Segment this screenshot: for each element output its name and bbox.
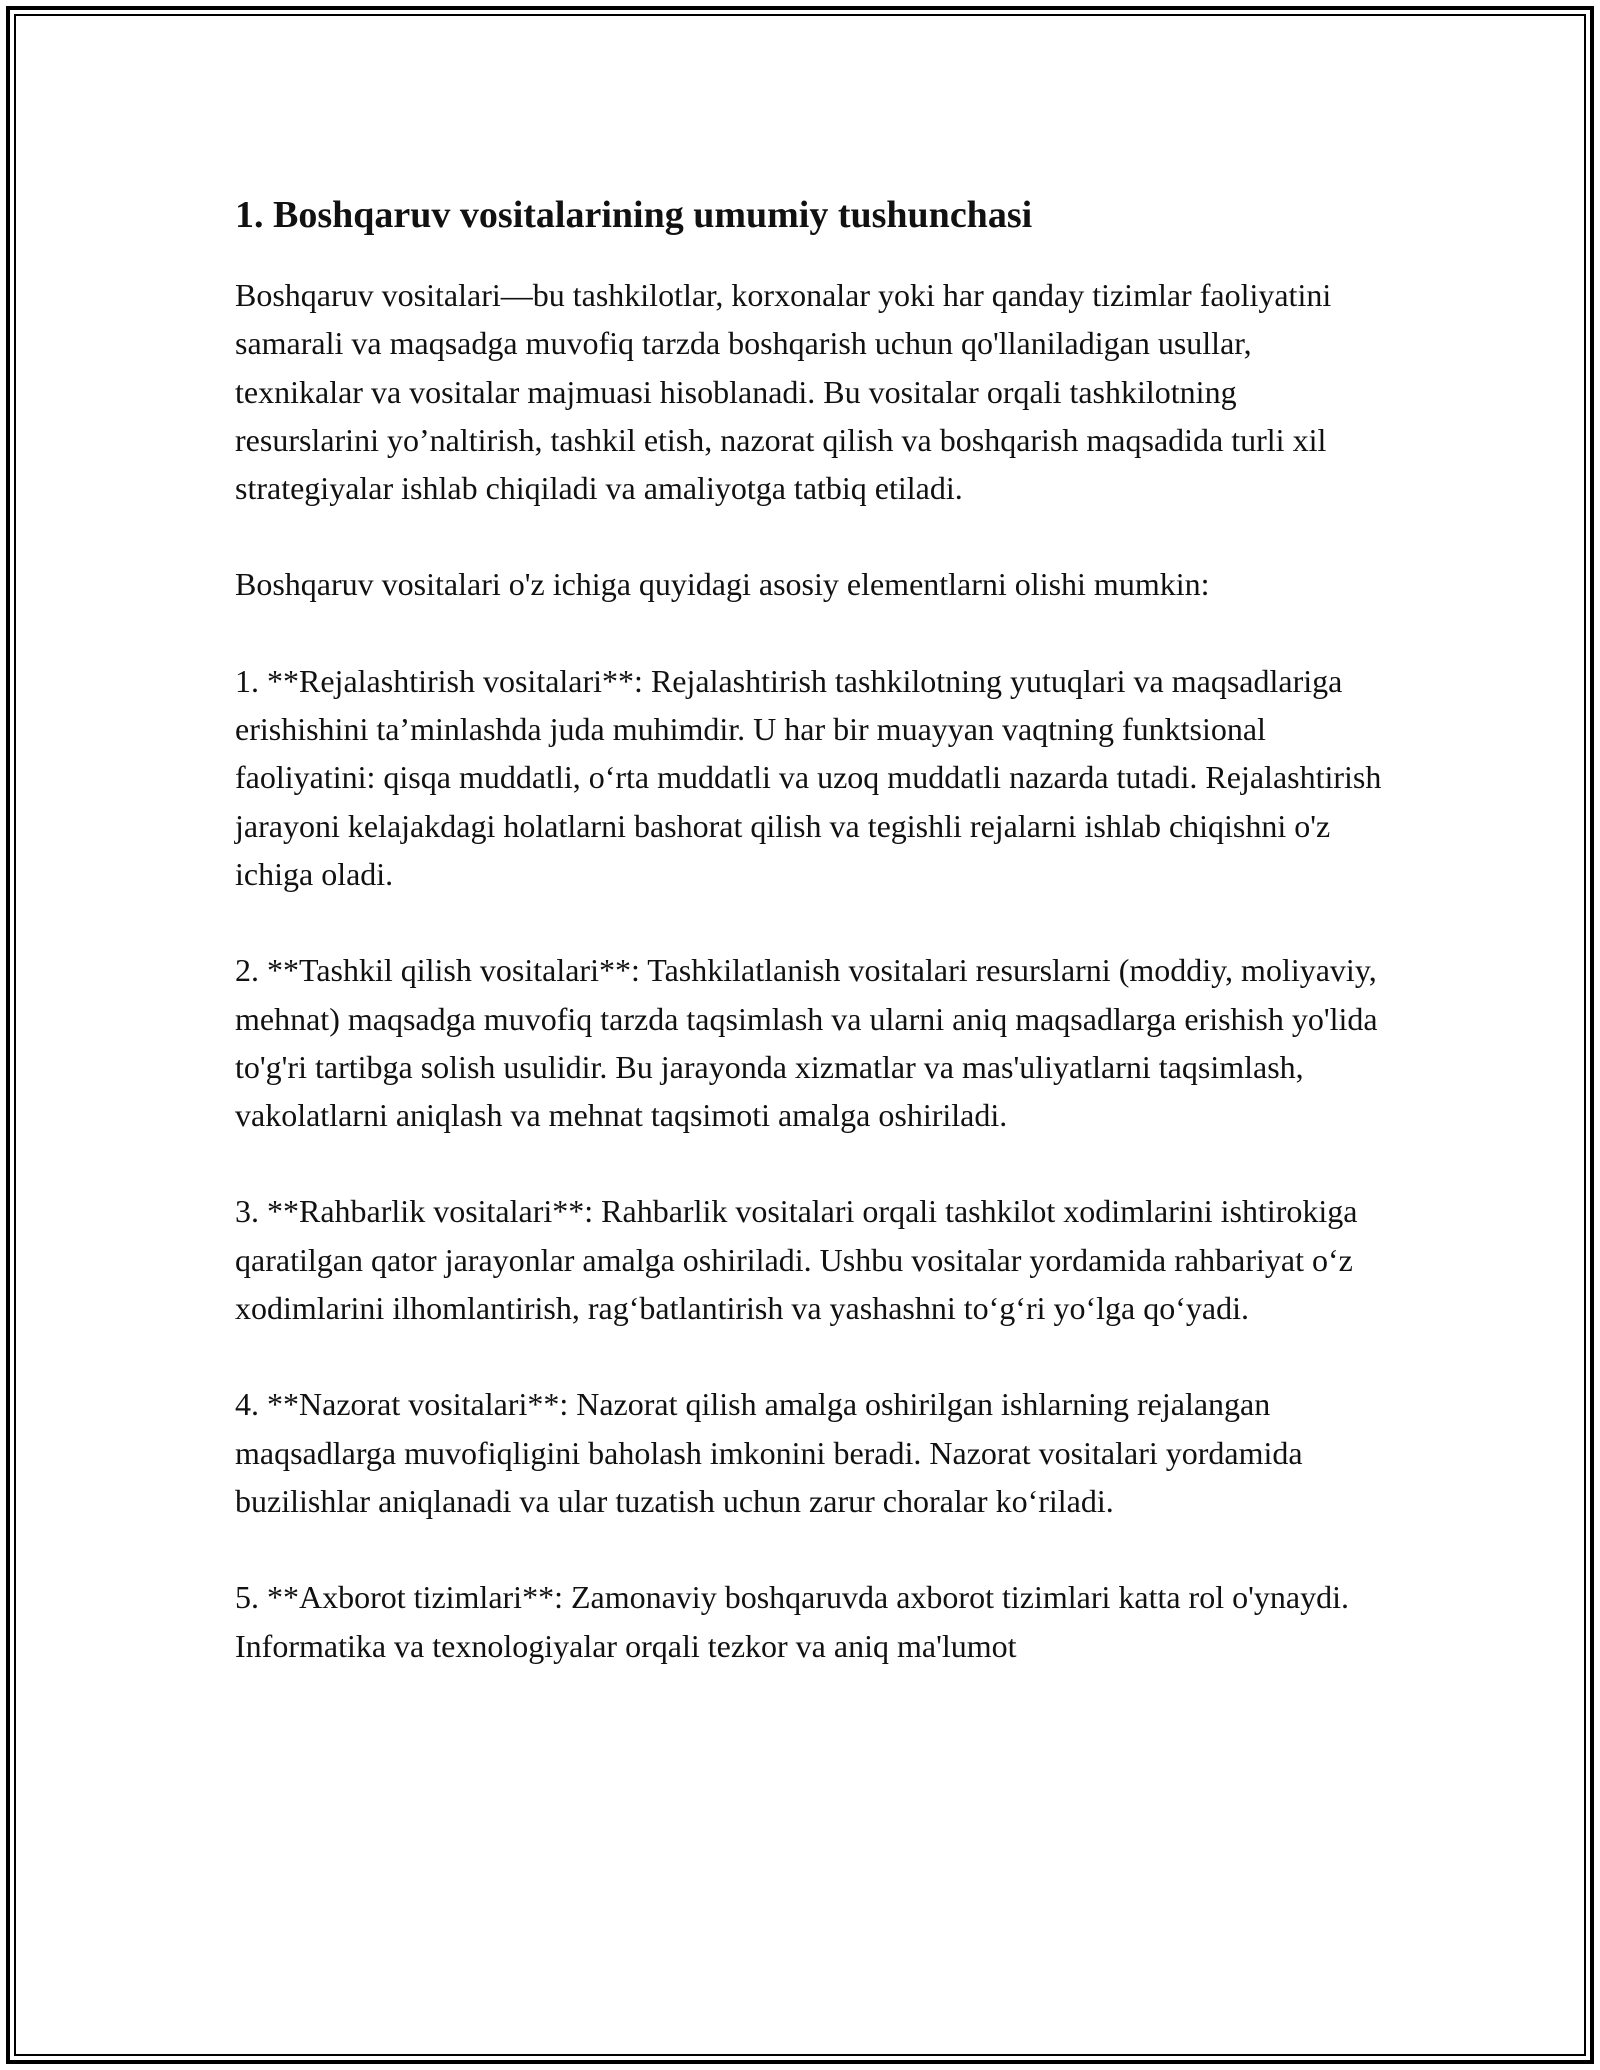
list-item-organizing: 2. **Tashkil qilish vositalari**: Tashkilatlanish vositalari resurslarni (moddiy, moliyaviy, mehnat) maqsadga muvofiq tarzda taqsimlash va ularni aniq maqsadlarga erishish yo'lida to'g'ri tartibga solish usulidir. Bu jarayonda xizmatlar va mas'uliyatlarni taqsimlash, vakolatlarni aniqlash va mehnat taqsimoti amalga oshiriladi.	[235, 952, 1378, 1134]
section-heading: 1. Boshqaruv vositalarining umumiy tushunchasi	[235, 194, 1033, 236]
list-item-information-systems: 5. **Axborot tizimlari**: Zamonaviy boshqaruvda axborot tizimlari katta rol o'ynaydi. Informatika va texnologiyalar orqali tezkor va aniq ma'lumot	[235, 1579, 1349, 1664]
intro-paragraph: Boshqaruv vositalari—bu tashkilotlar, korxonalar yoki har qanday tizimlar faoliyatini samarali va maqsadga muvofiq tarzda boshqarish uchun qo'llaniladigan usullar, texnikalar va vositalar majmuasi hisoblanadi. Bu vositalar orqali tashkilotning resurslarini yo’naltirish, tashkil etish, nazorat qilish va boshqarish maqsadida turli xil strategiyalar ishlab chiqiladi va amaliyotga tatbiq etiladi.	[235, 277, 1332, 507]
list-item-leadership: 3. **Rahbarlik vositalari**: Rahbarlik vositalari orqali tashkilot xodimlarini ishtirokiga qaratilgan qator jarayonlar amalga oshiriladi. Ushbu vositalar yordamida rahbariyat o‘z xodimlarini ilhomlantirish, rag‘batlantirish va yashashni to‘g‘ri yo‘lga qo‘yadi.	[235, 1193, 1358, 1327]
elements-intro-paragraph: Boshqaruv vositalari o'z ichiga quyidagi asosiy elementlarni olishi mumkin:	[235, 566, 1210, 603]
list-item-planning: 1. **Rejalashtirish vositalari**: Rejalashtirish tashkilotning yutuqlari va maqsadlariga erishishini ta’minlashda juda muhimdir. U har bir muayyan vaqtning funktsional faoliyatini: qisqa muddatli, o‘rta muddatli va uzoq muddatli nazarda tutadi. Rejalashtirish jarayoni kelajakdagi holatlarni bashorat qilish va tegishli rejalarni ishlab chiqishni o'z ichiga oladi.	[235, 662, 1382, 892]
list-item-control: 4. **Nazorat vositalari**: Nazorat qilish amalga oshirilgan ishlarning rejalangan maqsadlarga muvofiqligini baholash imkonini beradi. Nazorat vositalari yordamida buzilishlar aniqlanadi va ular tuzatish uchun zarur choralar ko‘riladi.	[235, 1386, 1303, 1519]
document-body	[235, 185, 1385, 1718]
